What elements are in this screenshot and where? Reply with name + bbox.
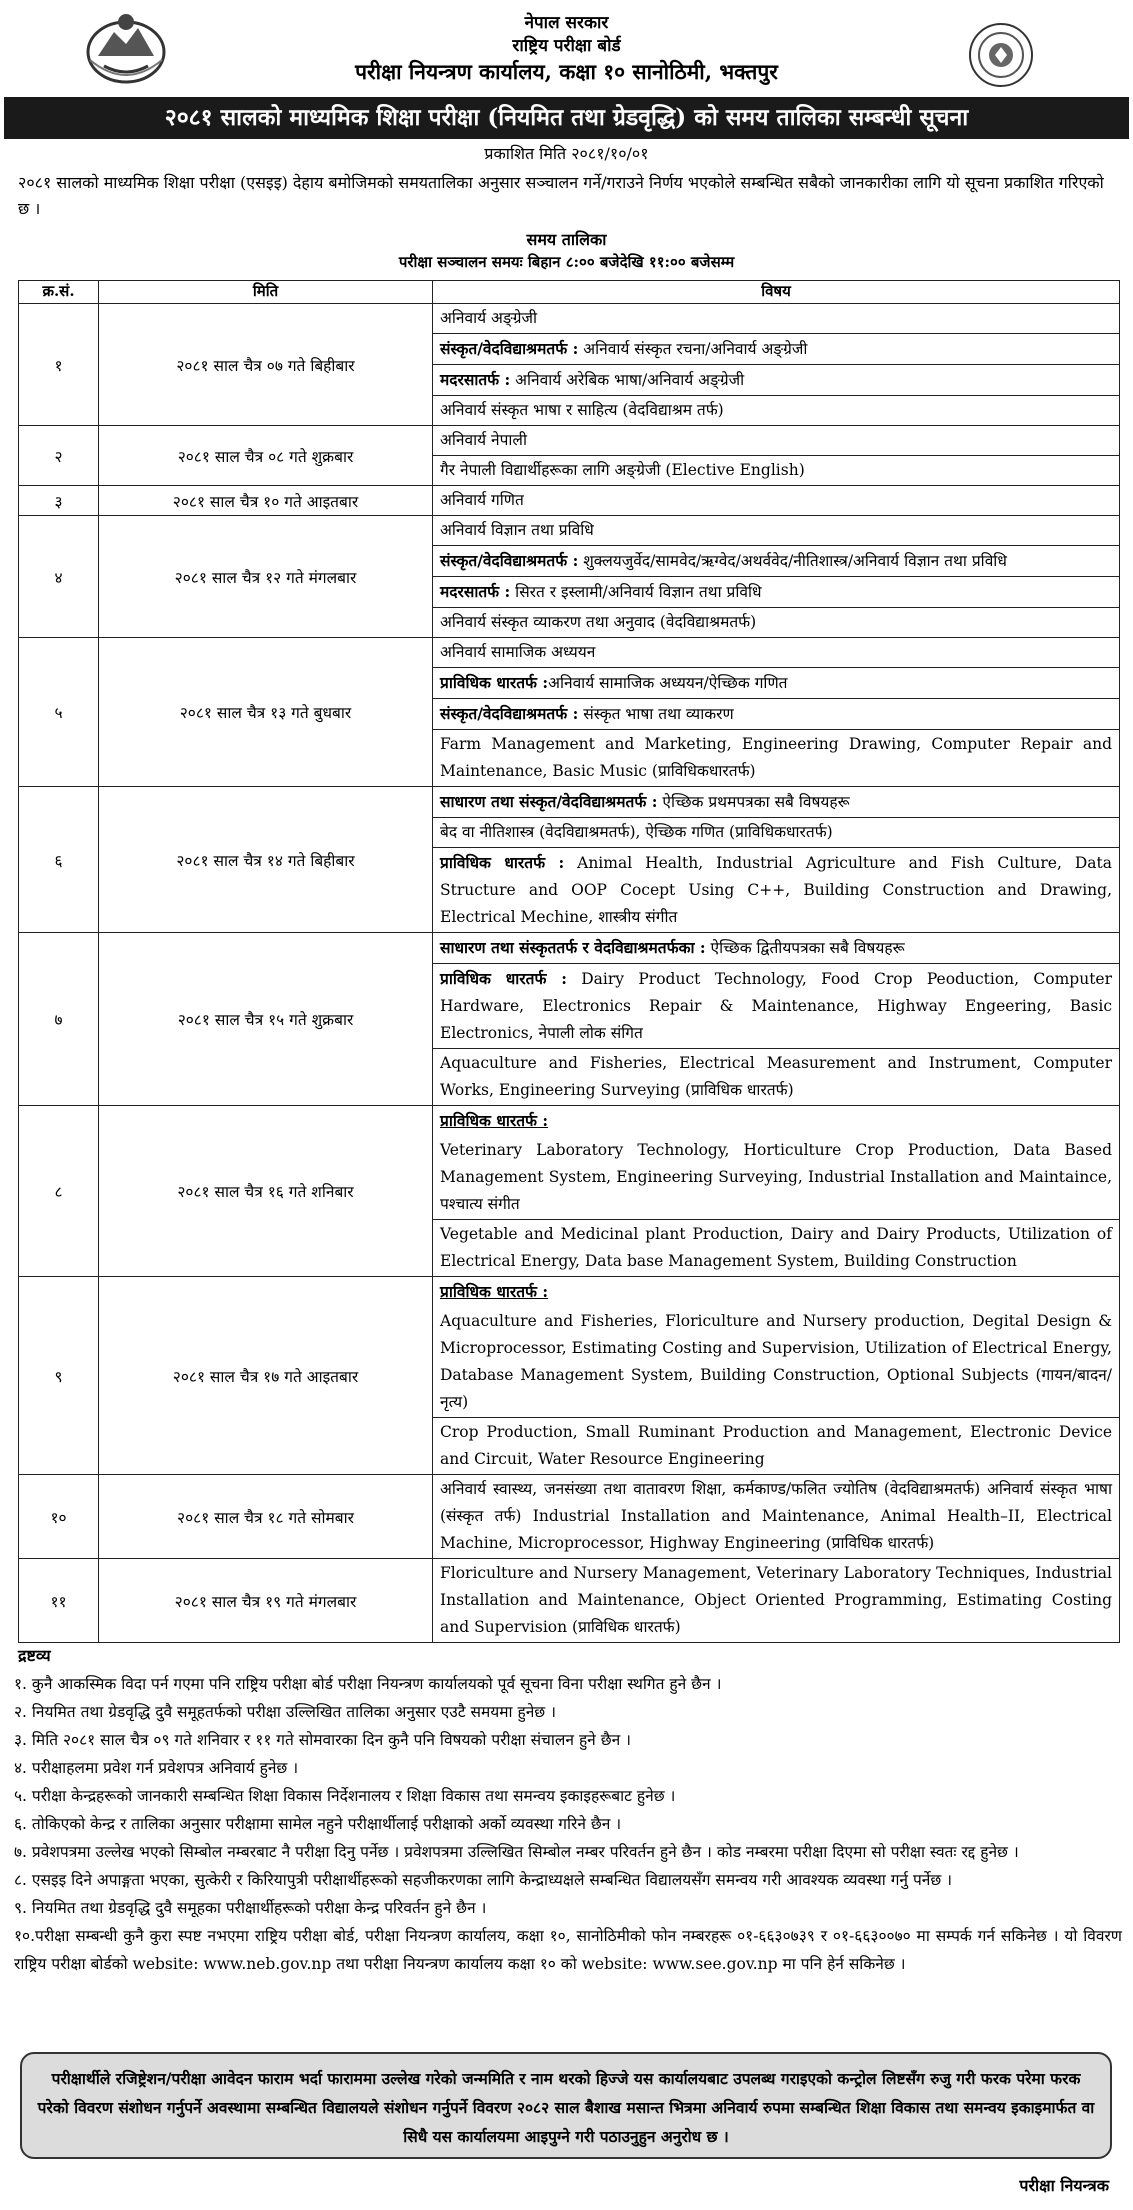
subject-text: Vegetable and Medicinal plant Production, Dairy and Dairy Products, Utilization of Electrical Energy, Data base Management System, Building Construction bbox=[440, 1225, 1112, 1270]
table-header-row bbox=[19, 281, 1120, 304]
cell-subject bbox=[433, 1220, 1120, 1277]
exam-schedule-table bbox=[18, 280, 1120, 1643]
cell-serial: ५ bbox=[19, 638, 99, 787]
table-row bbox=[19, 1475, 1120, 1559]
office-name: परीक्षा नियन्त्रण कार्यालय, कक्षा १० सानोठिमी, भक्तपुर bbox=[355, 59, 778, 84]
subject-text: Veterinary Laboratory Technology, Horticulture Crop Production, Data Based Management System, Engineering Surveying, Industrial Installation and Maintaince, पश्चात्य संगीत bbox=[440, 1141, 1112, 1213]
note-item: ७. प्रवेशपत्रमा उल्लेख भएको सिम्बोल नम्बरबाट नै परीक्षा दिनु पर्नेछ । प्रवेशपत्रमा उल्लिखित सिम्बोल नम्बर परिवर्तन हुने छैन । कोड नम्बरमा परीक्षा दिएमा सो परीक्षा स्वतः रद्द हुनेछ । bbox=[14, 1843, 1019, 1861]
cell-date: २०८१ साल चैत्र १९ गते मंगलबार bbox=[99, 1559, 433, 1643]
table-row bbox=[19, 1106, 1120, 1137]
subject-text: अनिवार्य अङ्ग्रेजी bbox=[440, 309, 537, 327]
document-header bbox=[0, 0, 1133, 96]
subject-group-label: मदरसातर्फ : bbox=[440, 370, 511, 389]
subject-text: अनिवार्य गणित bbox=[440, 491, 524, 509]
cell-date: २०८१ साल चैत्र १० गते आइतबार bbox=[99, 486, 433, 516]
subject-text: संस्कृत भाषा तथा व्याकरण bbox=[578, 705, 734, 723]
note-item: ५. परीक्षा केन्द्रहरूको जानकारी सम्बन्धित शिक्षा विकास निर्देशनालय र शिक्षा विकास तथा समन्वय इकाइहरूबाट हुनेछ । bbox=[14, 1787, 676, 1805]
cell-date: २०८१ साल चैत्र १५ गते शुक्रबार bbox=[99, 933, 433, 1106]
table-row bbox=[19, 638, 1120, 668]
cell-subject bbox=[433, 1559, 1120, 1643]
subject-text: अनिवार्य सामाजिक अध्ययन/ऐच्छिक गणित bbox=[548, 674, 788, 692]
cell-subject bbox=[433, 787, 1120, 818]
subject-text: ऐच्छिक प्रथमपत्रका सबै विषयहरू bbox=[657, 793, 850, 811]
subject-text: बेद वा नीतिशास्त्र (वेदविद्याश्रमतर्फ), ऐच्छिक गणित (प्राविधिकधारतर्फ) bbox=[440, 823, 833, 841]
subject-group-label: संस्कृत/वेदविद्याश्रमतर्फ : bbox=[440, 551, 579, 570]
subject-text: Animal Health, Industrial Agriculture and Fish Culture, Data Structure and OOP Cocept Using C++, Building Construction and Drawing, Electrical Mechine, शास्त्रीय संगीत bbox=[440, 854, 1112, 926]
cell-subject bbox=[433, 933, 1120, 964]
note-item: ३. मिति २०८१ साल चैत्र ०९ गते शनिवार र ११ गते सोमवारका दिन कुनै पनि विषयको परीक्षा संचालन हुने छैन । bbox=[14, 1731, 631, 1749]
cell-serial: २ bbox=[19, 426, 99, 486]
subject-group-label: साधारण तथा संस्कृत/वेदविद्याश्रमतर्फ : bbox=[440, 792, 658, 811]
cell-subject bbox=[433, 699, 1120, 730]
cell-subject bbox=[433, 365, 1120, 396]
note-item: ४. परीक्षाहलमा प्रवेश गर्न प्रवेशपत्र अनिवार्य हुनेछ । bbox=[14, 1759, 299, 1777]
subject-text: अनिवार्य अरेबिक भाषा/अनिवार्य अङ्ग्रेजी bbox=[510, 371, 745, 389]
boxed-notice: परीक्षार्थीले रजिष्ट्रेशन/परीक्षा आवेदन फाराम भर्दा फाराममा उल्लेख गरेको जन्ममिति र नाम थरको हिज्जे यस कार्यालयबाट उपलब्ध गराइएको कन्ट्रोल लिष्टसँग रुजु गरी फरक परेमा फरक परेको विवरण संशोधन गर्नुपर्ने अवस्थामा सम्बन्धित विद्यालयले संशोधन गर्नुपर्ने विवरण २०८२ साल बैशाख मसान्त भित्रमा अनिवार्य रुपमा सम्बन्धित शिक्षा विकास तथा समन्वय इकाइमार्फत वा सिधै यस कार्यालयमा आइपुग्ने गरी पठाउनुहुन अनुरोध छ । bbox=[20, 2052, 1112, 2159]
cell-date: २०८१ साल चैत्र १७ गते आइतबार bbox=[99, 1277, 433, 1475]
cell-subject bbox=[433, 730, 1120, 787]
subject-group-label: मदरसातर्फ : bbox=[440, 582, 511, 601]
cell-date: २०८१ साल चैत्र ०७ गते बिहीबार bbox=[99, 304, 433, 426]
cell-subject bbox=[433, 486, 1120, 516]
subject-group-label: प्राविधिक धारतर्फ : bbox=[440, 969, 567, 988]
subject-group-label: संस्कृत/वेदविद्याश्रमतर्फ : bbox=[440, 704, 579, 723]
intro-paragraph: २०८१ सालको माध्यमिक शिक्षा परीक्षा (एसइइ) देहाय बमोजिमको समयतालिका अनुसार सञ्चालन गर्ने/गराउने निर्णय भएकोले सम्बन्धित सबैको जानकारीका लागि यो सूचना प्रकाशित गरिएको छ । bbox=[18, 173, 1104, 218]
board-name: राष्ट्रिय परीक्षा बोर्ड bbox=[512, 36, 621, 56]
note-item: ८. एसइइ दिने अपाङ्गता भएका, सुत्केरी र किरियापुत्री परीक्षार्थीहरूको सहजीकरणका लागि केन्द्राध्यक्षले सम्बन्धित विद्यालयसँग समन्वय गरी आवश्यक व्यवस्था गर्नु पर्नेछ । bbox=[14, 1871, 953, 1889]
notes-list bbox=[14, 1670, 1122, 1978]
subject-group-label: प्राविधिक धारतर्फ : bbox=[440, 673, 549, 692]
cell-date: २०८१ साल चैत्र १६ गते शनिबार bbox=[99, 1106, 433, 1277]
subject-text: गैर नेपाली विद्यार्थीहरूका लागि अङ्ग्रेजी (Elective English) bbox=[440, 461, 805, 479]
cell-serial: ४ bbox=[19, 516, 99, 638]
cell-subject bbox=[433, 608, 1120, 638]
govt-name: नेपाल सरकार bbox=[524, 13, 609, 33]
cell-subject bbox=[433, 577, 1120, 608]
cell-subject bbox=[433, 1475, 1120, 1559]
cell-serial: ७ bbox=[19, 933, 99, 1106]
cell-date: २०८१ साल चैत्र १४ गते बिहीबार bbox=[99, 787, 433, 933]
exam-time: परीक्षा सञ्चालन समयः बिहान ८:०० बजेदेखि ११:०० बजेसम्म bbox=[398, 253, 735, 271]
table-row bbox=[19, 933, 1120, 964]
cell-subject bbox=[433, 1136, 1120, 1220]
cell-subject bbox=[433, 334, 1120, 365]
cell-subject bbox=[433, 964, 1120, 1049]
subject-text: Aquaculture and Fisheries, Floriculture and Nursery production, Degital Design & Microprocessor, Estimating Costing and Supervision, Utilization of Electrical Energy, Database Management System, Building Construction, Optional Subjects (गायन/बादन/नृत्य) bbox=[440, 1312, 1112, 1411]
notes-title: द्रष्टव्य bbox=[18, 1646, 51, 1665]
cell-subject bbox=[433, 456, 1120, 486]
signoff: परीक्षा नियन्त्रक bbox=[1019, 2176, 1109, 2195]
cell-serial: ६ bbox=[19, 787, 99, 933]
cell-serial: ९ bbox=[19, 1277, 99, 1475]
subject-text: अनिवार्य विज्ञान तथा प्रविधि bbox=[440, 521, 594, 539]
column-header-sn: क्र.सं. bbox=[19, 281, 99, 304]
cell-date: २०८१ साल चैत्र १८ गते सोमबार bbox=[99, 1475, 433, 1559]
subject-group-label: साधारण तथा संस्कृततर्फ र वेदविद्याश्रमतर्फका : bbox=[440, 938, 706, 957]
subject-text: Farm Management and Marketing, Engineering Drawing, Computer Repair and Maintenance, Basic Music (प्राविधिकधारतर्फ) bbox=[440, 735, 1112, 780]
subject-text: Floriculture and Nursery Management, Veterinary Laboratory Techniques, Industrial Installation and Maintenance, Object Oriented Programming, Estimating Costing and Supervision (प्राविधिक धारतर्फ) bbox=[440, 1564, 1112, 1636]
subject-text: Crop Production, Small Ruminant Production and Management, Electronic Device and Circuit, Water Resource Engineering bbox=[440, 1423, 1112, 1468]
cell-subject bbox=[433, 1106, 1120, 1137]
note-item: १०.परीक्षा सम्बन्धी कुनै कुरा स्पष्ट नभएमा राष्ट्रिय परीक्षा बोर्ड, परीक्षा नियन्त्रण कार्यालय, कक्षा १०, सानोठिमीको फोन नम्बरहरू ०१-६६३०७३९ र ०१-६६३००७० मा सम्पर्क गर्न सकिनेछ । यो विवरण राष्ट्रिय परीक्षा बोर्डको website: www.neb.gov.np तथा परीक्षा नियन्त्रण कार्यालय कक्षा १० को website: www.see.gov.np मा पनि हेर्न सकिनेछ । bbox=[14, 1927, 1122, 1973]
notice-title-banner: २०८१ सालको माध्यमिक शिक्षा परीक्षा (नियमित तथा ग्रेडवृद्धि) को समय तालिका सम्बन्धी सूचना bbox=[4, 97, 1129, 139]
table-row bbox=[19, 304, 1120, 334]
table-row bbox=[19, 486, 1120, 516]
table-row bbox=[19, 1277, 1120, 1308]
subject-text: Dairy Product Technology, Food Crop Peoduction, Computer Hardware, Electronics Repair & Maintenance, Highway Engeering, Basic Electronics, नेपाली लोक संगित bbox=[440, 970, 1113, 1042]
subject-text: अनिवार्य संस्कृत व्याकरण तथा अनुवाद (वेदविद्याश्रमतर्फ) bbox=[440, 613, 757, 631]
table-row bbox=[19, 787, 1120, 818]
cell-subject bbox=[433, 396, 1120, 426]
subject-text: अनिवार्य सामाजिक अध्ययन bbox=[440, 643, 596, 661]
cell-subject bbox=[433, 638, 1120, 668]
subject-text: अनिवार्य नेपाली bbox=[440, 431, 527, 449]
cell-serial: १ bbox=[19, 304, 99, 426]
note-item: ६. तोकिएको केन्द्र र तालिका अनुसार परीक्षामा सामेल नहुने परीक्षार्थीलाई परीक्षाको अर्को व्यवस्था गरिने छैन । bbox=[14, 1815, 622, 1833]
subject-group-label: संस्कृत/वेदविद्याश्रमतर्फ : bbox=[440, 339, 579, 358]
cell-subject bbox=[433, 848, 1120, 933]
note-item: २. नियमित तथा ग्रेडवृद्धि दुवै समूहतर्फको परीक्षा उल्लिखित तालिका अनुसार एउटै समयमा हुनेछ । bbox=[14, 1703, 556, 1721]
cell-serial: ३ bbox=[19, 486, 99, 516]
timetable-heading: समय तालिका bbox=[526, 230, 607, 249]
table-row bbox=[19, 516, 1120, 546]
subject-text: अनिवार्य स्वास्थ्य, जनसंख्या तथा वातावरण शिक्षा, कर्मकाण्ड/फलित ज्योतिष (वेदविद्याश्रमतर्फ) अनिवार्य संस्कृत भाषा (संस्कृत तर्फ) Industrial Installation and Maintenance, Animal Health–II, Electrical Machine, Microprocessor, Highway Engineering (प्राविधिक धारतर्फ) bbox=[440, 1480, 1112, 1552]
cell-subject bbox=[433, 546, 1120, 577]
subject-group-label: प्राविधिक धारतर्फ : bbox=[440, 853, 565, 872]
published-date: प्रकाशित मिति २०८१/१०/०१ bbox=[484, 144, 649, 163]
neb-seal-icon bbox=[968, 22, 1034, 88]
note-item: १. कुनै आकस्मिक विदा पर्न गएमा पनि राष्ट्रिय परीक्षा बोर्ड परीक्षा नियन्त्रण कार्यालयको पूर्व सूचना विना परीक्षा स्थगित हुने छैन । bbox=[14, 1675, 722, 1693]
cell-subject bbox=[433, 304, 1120, 334]
cell-subject bbox=[433, 1418, 1120, 1475]
subject-text: अनिवार्य संस्कृत भाषा र साहित्य (वेदविद्याश्रम तर्फ) bbox=[440, 401, 724, 419]
subject-text: सिरत र इस्लामी/अनिवार्य विज्ञान तथा प्रविधि bbox=[510, 583, 762, 601]
subject-group-label: प्राविधिक धारतर्फ : bbox=[440, 1111, 549, 1130]
cell-date: २०८१ साल चैत्र ०८ गते शुक्रबार bbox=[99, 426, 433, 486]
cell-subject bbox=[433, 818, 1120, 848]
column-header-subject: विषय bbox=[433, 281, 1120, 304]
table-row bbox=[19, 1559, 1120, 1643]
subject-text: ऐच्छिक द्वितीयपत्रका सबै विषयहरू bbox=[705, 939, 905, 957]
cell-date: २०८१ साल चैत्र १२ गते मंगलबार bbox=[99, 516, 433, 638]
subject-text: शुक्लयजुर्वेद/सामवेद/ऋग्वेद/अथर्ववेद/नीतिशास्त्र/अनिवार्य विज्ञान तथा प्रविधि bbox=[578, 552, 1007, 570]
cell-subject bbox=[433, 1277, 1120, 1308]
cell-serial: १० bbox=[19, 1475, 99, 1559]
subject-text: अनिवार्य संस्कृत रचना/अनिवार्य अङ्ग्रेजी bbox=[578, 340, 808, 358]
cell-subject bbox=[433, 1307, 1120, 1418]
column-header-date: मिति bbox=[99, 281, 433, 304]
table-row bbox=[19, 426, 1120, 456]
subject-group-label: प्राविधिक धारतर्फ : bbox=[440, 1282, 549, 1301]
note-item: ९. नियमित तथा ग्रेडवृद्धि दुवै समूहका परीक्षार्थीहरूको परीक्षा केन्द्र परिवर्तन हुने छैन । bbox=[14, 1899, 487, 1917]
cell-subject bbox=[433, 516, 1120, 546]
cell-serial: ८ bbox=[19, 1106, 99, 1277]
cell-subject bbox=[433, 426, 1120, 456]
cell-subject bbox=[433, 668, 1120, 699]
cell-date: २०८१ साल चैत्र १३ गते बुधबार bbox=[99, 638, 433, 787]
cell-subject bbox=[433, 1049, 1120, 1106]
subject-text: Aquaculture and Fisheries, Electrical Measurement and Instrument, Computer Works, Engineering Surveying (प्राविधिक धारतर्फ) bbox=[440, 1054, 1112, 1099]
cell-serial: ११ bbox=[19, 1559, 99, 1643]
